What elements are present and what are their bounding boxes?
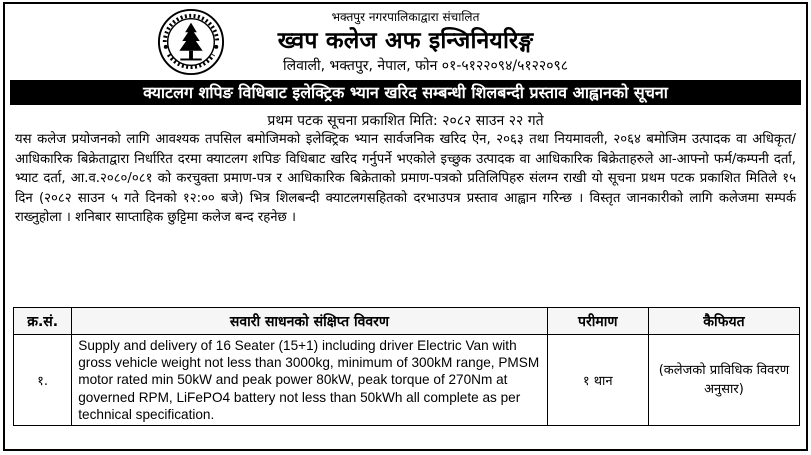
cell-description: Supply and delivery of 16 Seater (15+1) including driver Electric Van with gross vehicle weight not less than 3000kg, minimum of 300kM range, PMSM motor rated min 50kW and peak power 80kW, peak torque of 270Nm at governed RPM, LiFePO4 battery not less than 50kWh all complete as per technical specification. <box>72 335 547 426</box>
header-remarks: कैफियत <box>648 308 799 335</box>
header-sn: क्र.सं. <box>14 308 72 335</box>
header <box>5 4 806 90</box>
publication-date: प्रथम पटक सूचना प्रकाशित मिति: २०८२ साउन २२ गते <box>267 113 544 129</box>
cell-remarks: (कलेजको प्राविधिक विवरण अनुसार) <box>648 335 799 426</box>
notice-paragraph: यस कलेज प्रयोजनको लागि आवश्यक तपसिल बमोजिमको इलेक्ट्रिक भ्यान सार्वजनिक खरिद ऐन, २०६३ तथा नियमावली, २०६४ बमोजिम उत्पादक वा अधिकृत/आधिकारिक बिक्रेताद्वारा निर्धारित दरमा क्याटलग शपिङ विधिबाट खरिद गर्नुपर्ने भएकोले इच्छुक उत्पादक वा आधिकारिक बिक्रेताहरुले आ-आफ्नो फर्म/कम्पनी दर्ता, भ्याट दर्ता, आ.व.२०८०/०८१ को करचुक्ता प्रमाण-पत्र र आधिकारिक बिक्रेताको प्रमाण-पत्रको प्रतिलिपिहरु संलग्न राखी यो सूचना प्रथम पटक प्रकाशित मितिले १५ दिन (२०८२ साउन ५ गते दिनको १२:०० बजे) भित्र शिलबन्दी क्याटलगसहितको दरभाउपत्र प्रस्ताव आह्वान गरिन्छ । विस्तृत जानकारीको लागि कलेजमा सम्पर्क राख्नुहोला । शनिबार साप्ताहिक छुट्टिमा कलेज बन्द रहनेछ । <box>15 132 796 225</box>
table-row <box>14 335 800 426</box>
items-table <box>13 307 800 426</box>
header-quantity: परीमाण <box>547 308 648 335</box>
college-address: लिवाली, भक्तपुर, नेपाल, फोन ०१-५१२२०९४/५१२२०९८ <box>282 58 569 74</box>
managing-body-line: भक्तपुर नगरपालिकाद्वारा संचालित <box>331 10 480 24</box>
table-header-row <box>14 308 800 335</box>
header-description: सवारी साधनको संक्षिप्त विवरण <box>72 308 547 335</box>
notice <box>3 2 808 451</box>
cell-quantity: १ थान <box>547 335 648 426</box>
cell-sn: १. <box>14 335 72 426</box>
notice-body <box>15 130 796 228</box>
college-name: ख्वप कलेज अफ इन्जिनियरिङ्ग <box>277 28 534 54</box>
notice-title-banner: क्याटलग शपिङ विधिबाट इलेक्ट्रिक भ्यान खरिद सम्बन्धी शिलबन्दी प्रस्ताव आह्वानको सूचना <box>10 80 801 105</box>
